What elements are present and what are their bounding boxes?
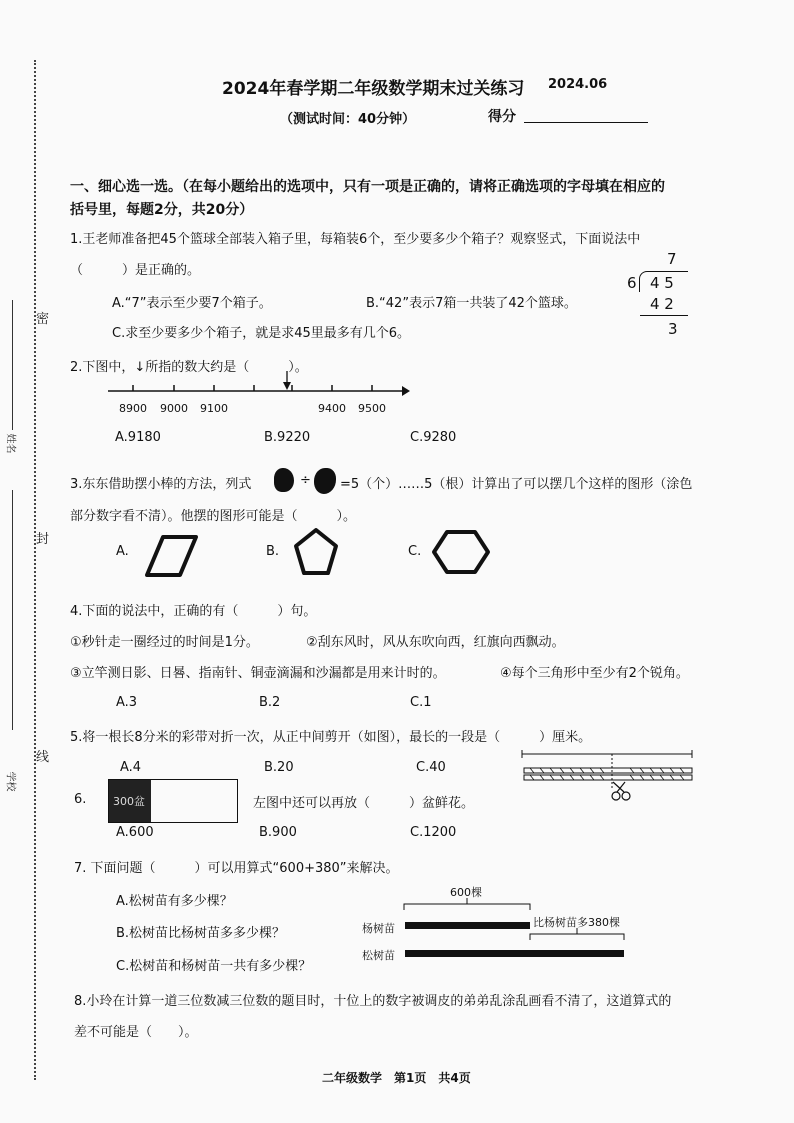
q6-filled-label: 300盆 xyxy=(113,795,145,808)
q1-option-c: C.求至少要多少个箱子，就是求45里最多有几个6。 xyxy=(112,326,411,341)
q3-option-a: A. xyxy=(116,544,129,559)
q5-option-c: C.40 xyxy=(416,760,446,775)
q1-stem-line1: 1.王老师准备把45个篮球全部装入箱子里，每箱装6个，至少要多少个箱子？观察竖式，下面说法中 xyxy=(70,232,641,247)
q3-stem-line2: 部分数字看不清）。他摆的图形可能是（ ）。 xyxy=(70,509,357,524)
diagram-extra-label: 比杨树苗多380棵 xyxy=(533,916,620,929)
q2-option-b: B.9220 xyxy=(264,430,311,445)
division-product: 4 2 xyxy=(650,295,674,313)
binding-char-mi: 密 xyxy=(36,312,50,327)
diagram-row1-label: 杨树苗 xyxy=(362,922,395,935)
q8-stem-line2: 差不可能是（ ）。 xyxy=(74,1025,198,1040)
tick-label-8900: 8900 xyxy=(119,402,147,415)
q6-option-c: C.1200 xyxy=(410,825,457,840)
q4-stem: 4.下面的说法中，正确的有（ ）句。 xyxy=(70,604,317,619)
q5-option-a: A.4 xyxy=(120,760,142,775)
page-title: 2024年春学期二年级数学期末过关练习 xyxy=(222,79,525,99)
binding-dotted-line xyxy=(34,60,36,1080)
tick-label-9000: 9000 xyxy=(160,402,188,415)
q3-divide-sign: ÷ xyxy=(300,473,311,488)
q4-option-b: B.2 xyxy=(259,695,281,710)
q6-number: 6. xyxy=(74,792,87,807)
q4-option-a: A.3 xyxy=(116,695,138,710)
division-dividend: 4 5 xyxy=(650,274,674,292)
tick-label-9500: 9500 xyxy=(358,402,386,415)
parallelogram-shape xyxy=(147,537,196,575)
q5-stem: 5.将一根长8分米的彩带对折一次，从正中间剪开（如图），最长的一段是（ ）厘米。 xyxy=(70,730,592,745)
q4-statement-2: ②刮东风时，风从东吹向西，红旗向西飘动。 xyxy=(306,635,565,650)
q6-option-b: B.900 xyxy=(259,825,297,840)
binding-name-line xyxy=(12,300,13,430)
section-heading-line1: 一、细心选一选。（在每小题给出的选项中，只有一项是正确的，请将正确选项的字母填在相应的 xyxy=(70,179,665,195)
q1-stem-line2: （ ）是正确的。 xyxy=(70,263,201,278)
smudged-digit-1 xyxy=(274,468,294,492)
division-divisor: 6 xyxy=(627,274,637,292)
q6-option-a: A.600 xyxy=(116,825,154,840)
q6-stem: 左图中还可以再放（ ）盆鲜花。 xyxy=(253,796,475,811)
section-heading-line2: 括号里，每题2分，共20分） xyxy=(70,202,254,218)
q4-statement-4: ④每个三角形中至少有2个锐角。 xyxy=(500,666,689,681)
binding-label-school: 学校 xyxy=(4,771,16,792)
score-label: 得分 xyxy=(488,109,516,125)
q2-stem: 2.下图中，↓所指的数大约是（ ）。 xyxy=(70,360,308,375)
q7-option-a: A.松树苗有多少棵？ xyxy=(116,894,233,909)
q8-stem-line1: 8.小玲在计算一道三位数减三位数的题目时，十位上的数字被调皮的弟弟乱涂乱画看不清了，这道算式的 xyxy=(74,994,672,1009)
smudged-digit-2 xyxy=(314,468,336,494)
q2-option-c: C.9280 xyxy=(410,430,457,445)
binding-char-xian: 线 xyxy=(36,750,50,765)
tick-label-9100: 9100 xyxy=(200,402,228,415)
time-note: （测试时间：40分钟） xyxy=(280,112,416,127)
q3-option-b: B. xyxy=(266,544,280,559)
hexagon-shape xyxy=(434,532,488,572)
q6-area-box xyxy=(108,779,238,823)
q7-option-c: C.松树苗和杨树苗一共有多少棵？ xyxy=(116,959,312,974)
page-footer: 二年级数学 第1页 共4页 xyxy=(322,1071,471,1085)
score-field[interactable] xyxy=(524,122,648,123)
q3-option-c: C. xyxy=(408,544,422,559)
pentagon-shape xyxy=(296,530,336,573)
division-rule xyxy=(640,315,688,316)
q4-option-c: C.1 xyxy=(410,695,432,710)
q3-stem-mid: =5（个）……5（根）计算出了可以摆几个这样的图形（涂色 xyxy=(340,477,693,492)
q2-option-a: A.9180 xyxy=(115,430,161,445)
scissors-icon xyxy=(612,782,630,800)
q1-option-b: B.“42”表示7箱一共装了42个篮球。 xyxy=(366,296,577,311)
binding-char-feng: 封 xyxy=(36,532,50,547)
binding-school-line xyxy=(12,490,13,730)
q3-stem-pre: 3.东东借助摆小棒的方法，列式 xyxy=(70,477,252,492)
pine-bar xyxy=(405,950,624,957)
poplar-bar xyxy=(405,922,530,929)
q5-option-b: B.20 xyxy=(264,760,294,775)
division-quotient: 7 xyxy=(667,250,677,268)
diagram-top-label: 600棵 xyxy=(450,886,482,899)
diagram-row2-label: 松树苗 xyxy=(362,949,395,962)
binding-label-name: 姓名 xyxy=(4,433,16,454)
q7-option-b: B.松树苗比杨树苗多多少棵？ xyxy=(116,926,286,941)
exam-date: 2024.06 xyxy=(548,77,608,92)
q7-stem: 7. 下面问题（ ）可以用算式“600+380”来解决。 xyxy=(74,861,399,876)
division-remainder: 3 xyxy=(668,320,678,338)
q1-option-a: A.“7”表示至少要7个箱子。 xyxy=(112,296,272,311)
q4-statement-3: ③立竿测日影、日晷、指南针、铜壶滴漏和沙漏都是用来计时的。 xyxy=(70,666,446,681)
q4-statement-1: ①秒针走一圈经过的时间是1分。 xyxy=(70,635,259,650)
tick-label-9400: 9400 xyxy=(318,402,346,415)
